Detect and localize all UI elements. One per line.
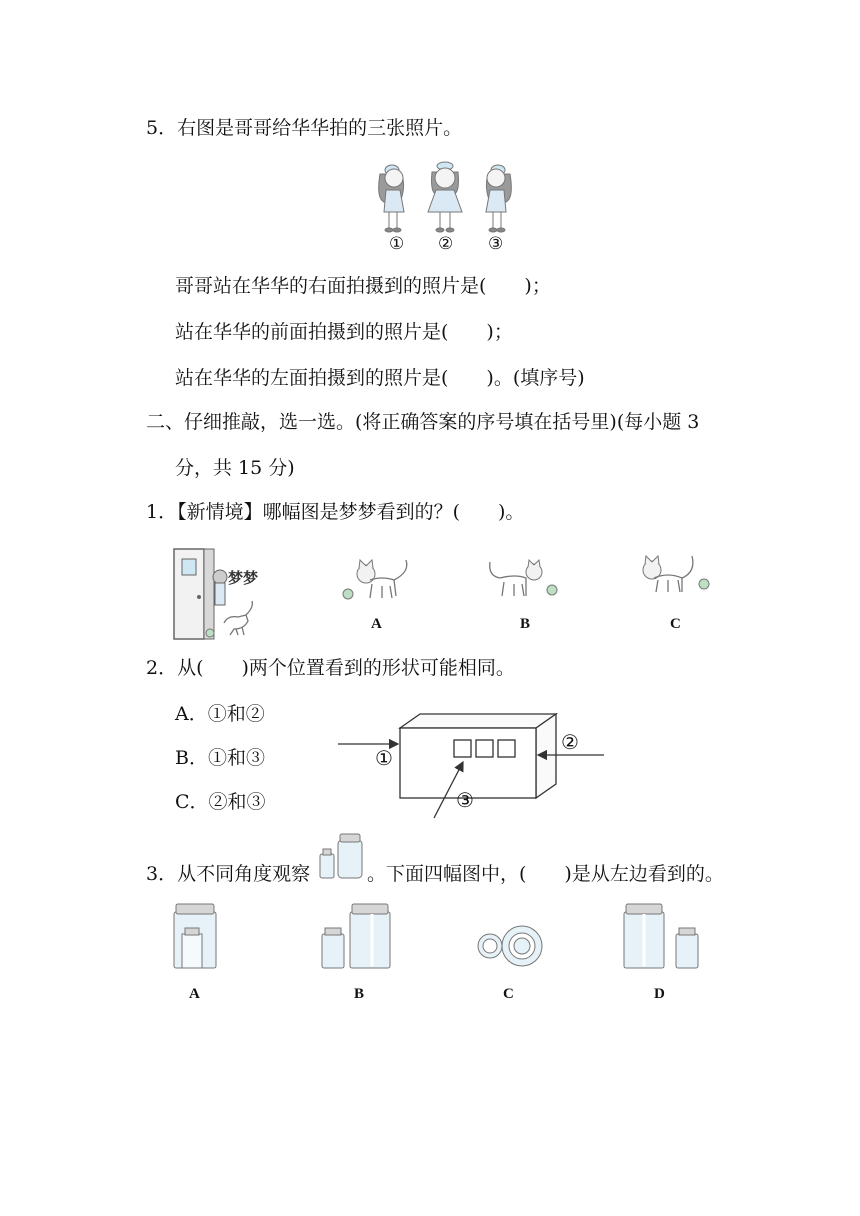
q3-option-a-label: A (189, 986, 200, 1002)
cat-option-b-image (486, 556, 566, 606)
q5-stem: 5．右图是哥哥给华华拍的三张照片。 (146, 117, 463, 139)
section2-heading-cont: 分，共 15 分) (175, 457, 295, 479)
q3-option-b-label: B (354, 986, 365, 1002)
bottles-object-image (316, 832, 366, 882)
photo-label-1: ① (389, 234, 405, 254)
option-b-label: B (520, 616, 531, 632)
option-c-label: C (670, 616, 681, 632)
photo-label-2: ② (438, 234, 454, 254)
marker-2: ② (561, 730, 579, 754)
q3-option-d-image (622, 900, 702, 972)
photo-label-3: ③ (488, 234, 504, 254)
q5-line-right: 哥哥站在华华的右面拍摄到的照片是( )； (175, 275, 551, 297)
q2-stem: 2．从( )两个位置看到的形状可能相同。 (146, 657, 515, 679)
door-scene-illustration (172, 545, 272, 645)
box-viewpoint-diagram (330, 700, 620, 830)
q3-stem-end: 。下面四幅图中，( )是从左边看到的。 (367, 863, 724, 885)
q2-choice-b: B．①和③ (175, 747, 265, 769)
marker-3: ③ (456, 788, 474, 812)
q3-option-d-label: D (654, 986, 665, 1002)
mengmeng-name-tag: 梦梦 (228, 569, 259, 587)
section2-heading: 二、仔细推敲，选一选。(将正确答案的序号填在括号里)(每小题 3 (146, 411, 700, 433)
q2-choice-c: C．②和③ (175, 791, 266, 813)
girl-photo-2 (428, 162, 462, 232)
q3-option-b-image (320, 900, 392, 972)
q5-line-left: 站在华华的左面拍摄到的照片是( )。(填序号) (175, 367, 585, 389)
cat-option-a-image (338, 556, 418, 606)
marker-1: ① (375, 746, 393, 770)
q1-stem: 1．【新情境】哪幅图是梦梦看到的？( )。 (146, 501, 525, 523)
q3-stem-start: 3．从不同角度观察 (146, 863, 311, 885)
girl-photo-3 (486, 165, 511, 232)
q3-option-c-label: C (503, 986, 514, 1002)
girl-photo-1 (379, 165, 404, 232)
option-a-label: A (371, 616, 382, 632)
q3-option-a-image (170, 900, 220, 972)
q5-line-front: 站在华华的前面拍摄到的照片是( )； (175, 321, 513, 343)
girl-photos-illustration (370, 158, 520, 238)
cat-option-c-image (638, 552, 718, 602)
q2-choice-a: A．①和② (175, 703, 265, 725)
q3-option-c-image (474, 924, 546, 968)
